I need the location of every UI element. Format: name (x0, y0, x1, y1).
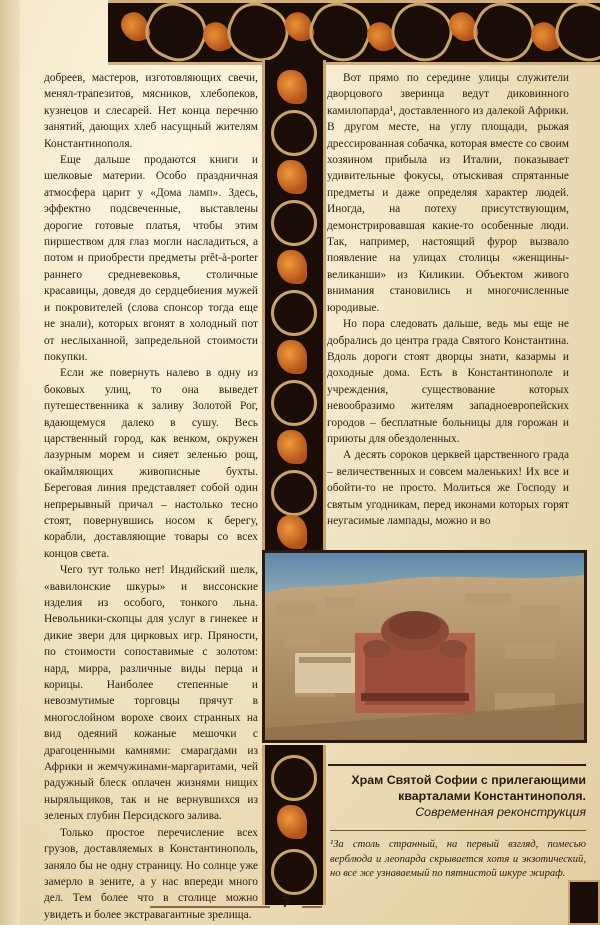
page-number-rule (150, 906, 270, 908)
paragraph: добреев, мастеров, изготовляющих свечи, менял-трапезитов, мясников, хлебопеков, кузнецов и слесарей. Нет конца перечню занятий, дающих хлеб насущный жителям Константинополя. (44, 72, 258, 150)
footnote: ¹За столь странный, на первый взгляд, помесью верблюда и леопарда скрывается хотя и экзотический, но все же узнаваемый по пятнистой шкуре жираф. (330, 839, 586, 879)
paragraph: Еще дальше продаются книги и шелковые материи. Особо праздничная атмосфера царит у «Дома ламп». Здесь, эффектно подсвеченные, выставлены дорогие готовые платья, чтобы этим пиршеством для глаз могли насладиться, а потом и приобрести предметы prêt-à-porter раннего средневековья, столичные красавицы, доведя до сердцебиения мужей и покровителей (слова спонсор тогда еще не знали), которых вгонят в холодный пот от неслыханной, запредельной стоимости покупки. (44, 154, 258, 363)
image-caption (328, 772, 586, 820)
caption-rule (328, 764, 586, 766)
corner-ornament (568, 880, 600, 925)
ornament-bird-icon (277, 70, 307, 104)
top-ornament-band (108, 0, 600, 65)
paragraph: Только простое перечисление всех грузов, доставляемых в Константинополь, заняло бы не одну страницу. Но солнце уже замерло в зените, а у нас впереди много дел. Тем более что в столице можно увидеть и более экстравагантные зрелища. (44, 826, 258, 921)
page-edge (0, 0, 20, 925)
celtic-knot-icon (271, 755, 317, 801)
ornament-bird-icon (277, 160, 307, 194)
paragraph: Если же повернуть налево в одну из боковых улиц, то она выведет путешественника к заливу Золотой Рог, вдающемуся далеко в сушу. Весь царственный город, как венком, окружен лазурным морем и сияет зеленью рощ, окаймляющих живописные бухты. Береговая линия представляет собой один непрерывный причал – настолько тесно стоят, повернувшись носом к берегу, корабли, доставляющие товары со всех концов света. (44, 367, 258, 560)
celtic-knot-icon (271, 110, 317, 156)
hagia-sophia-illustration (262, 550, 587, 743)
ornament-bird-icon (277, 250, 307, 284)
page-number: 7 (282, 895, 290, 911)
celtic-knot-icon (547, 0, 600, 65)
ornament-bird-icon (277, 515, 307, 549)
celtic-knot-icon (383, 0, 461, 65)
celtic-knot-icon (271, 290, 317, 336)
ornament-bird-icon (277, 805, 307, 839)
celtic-knot-icon (271, 849, 317, 895)
caption-subtitle: Современная реконструкция (415, 805, 586, 819)
city-reconstruction-image (265, 553, 584, 740)
right-text-column (327, 70, 569, 529)
celtic-knot-icon (271, 470, 317, 516)
caption-title: Храм Святой Софии с прилегающими кварталами Константинополя. (351, 773, 586, 803)
paragraph: Чего тут только нет! Индийский шелк, «вавилонские шкуры» и виссонские изделия из особого, тонкого льна. Невольники-скопцы для услуг в гинекее и дикие звери для цирковых игр. Пряности, по стоимости сопоставимые с золотом: нард, мирра, различные виды перца и корицы. Наиболее степенные и невозмутимые торговцы прячут в многослойном ворохе своих странных на вид одеяний кожаные мешочки с драгоценными камнями: смарагдами из Африки и жемчужинами-маргаритами, чей радужный блеск оплачен жизнями нищих ныряльщиков, так и не вернувшихся из зеленых глубин Персидского залива. (44, 564, 258, 823)
page-number-rule (302, 906, 322, 908)
footnote-rule (330, 830, 586, 831)
center-ornament-column (262, 60, 326, 550)
ornament-edge (108, 62, 600, 65)
celtic-knot-icon (271, 200, 317, 246)
left-text-column (44, 70, 258, 923)
ornament-bird-icon (277, 430, 307, 464)
celtic-knot-icon (219, 0, 297, 65)
paragraph: Но пора следовать дальше, ведь мы еще не добрались до центра града Святого Константина. Вдоль дороги стоят дворцы знати, казармы и доходные дома. Есть в Константинополе и учреждения, существование которых невообразимо жителям западноевропейских городов – бесплатные больницы для горожан и приюты для обездоленных. (327, 318, 569, 445)
lower-ornament-column (262, 745, 326, 905)
ornament-bird-icon (277, 340, 307, 374)
paragraph: Вот прямо по середине улицы служители дворцового зверинца ведут диковинного камилопарда¹, доставленного из далекой Африки. В другом месте, на углу площади, рыжая дрессированная собачка, которая вместе со своим хозяином прибыла из Италии, показывает удивительные фокусы, отыскивая спрятанные предметы и даже определяя характер людей. Иногда, на потеху присутствующим, демонстрировавшая какие-то особенные люди. Так, например, настоящий фурор вызвало появление на улицах столицы «женщины-великанши» из Киликии. Объектом живого внимания становились и многочисленные юродивые. (327, 72, 569, 314)
paragraph: А десять сороков церквей царственного града – величественных и совсем маленьких! Их все и обойти-то не просто. Молиться же Господу и святым угодникам, перед иконами которых горят неугасимые лампады, можно и во (327, 449, 569, 527)
ornament-edge (108, 0, 600, 3)
celtic-knot-icon (271, 380, 317, 426)
